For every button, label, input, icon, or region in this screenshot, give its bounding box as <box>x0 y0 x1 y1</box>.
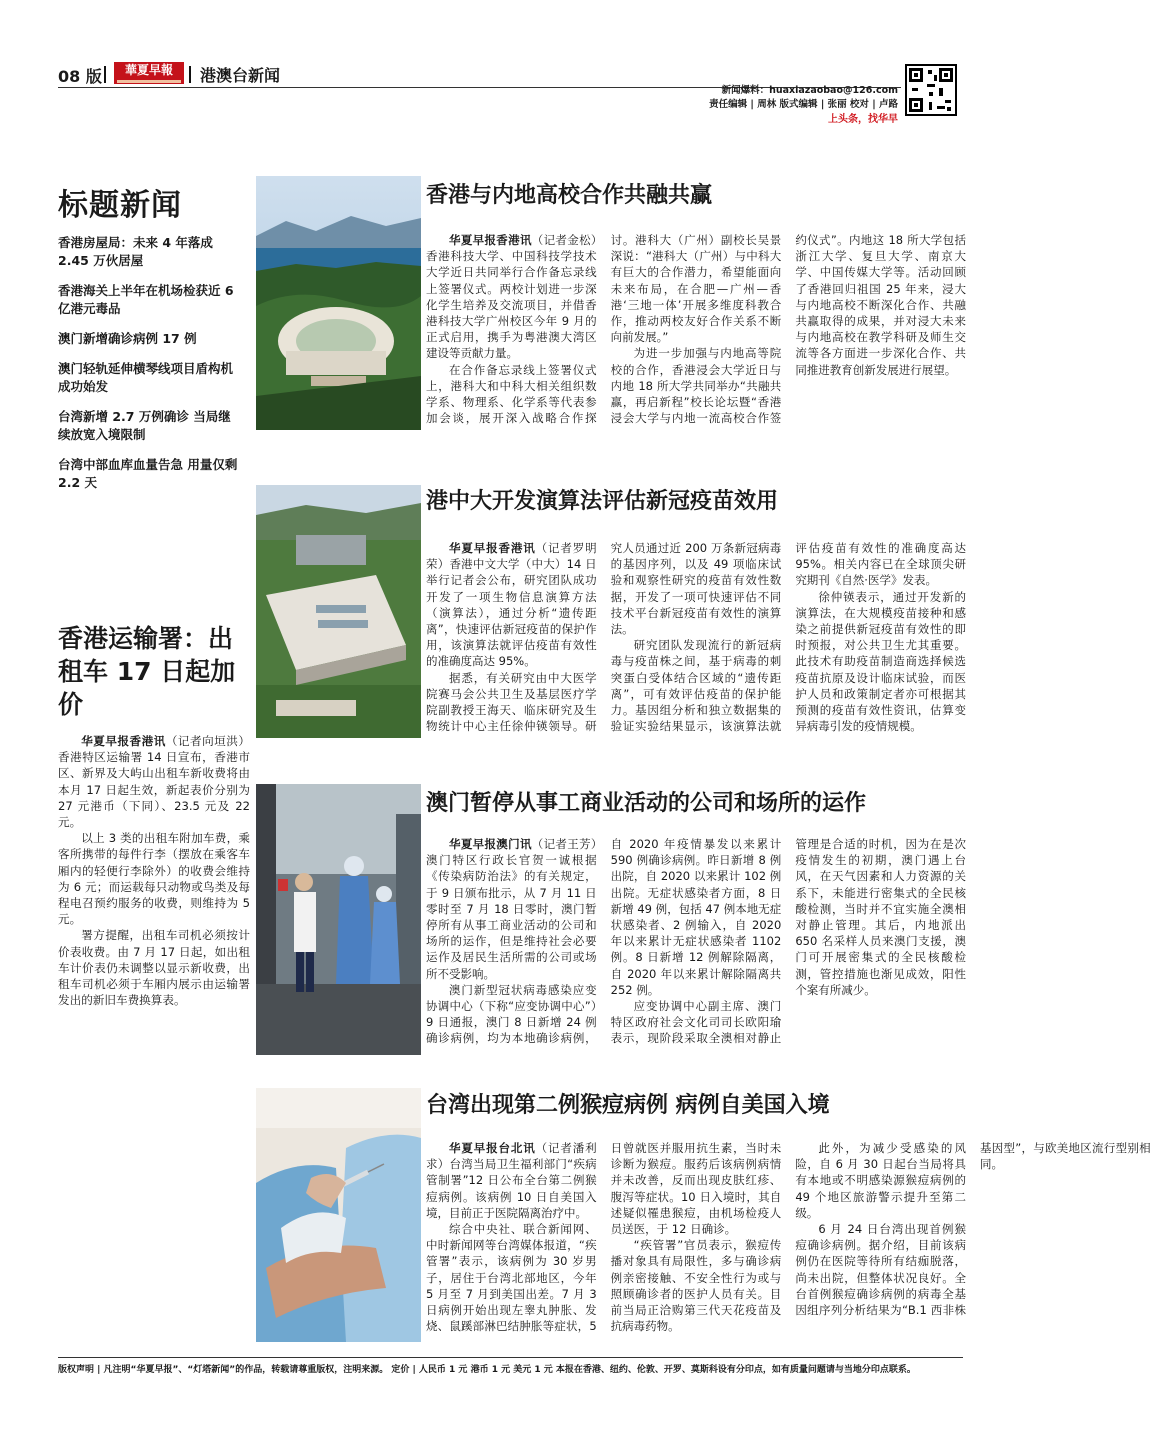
editor-credits: 责任编辑 | 周林 版式编辑 | 张丽 校对 | 卢路 <box>709 99 898 110</box>
article-body: 华夏早报台北讯（记者潘利求）台湾当局卫生福利部门“疾病管制署”12 日公布全台第二例猴痘病例。该病例 10 日自美国入境，目前正于医院隔离治疗中。 综合中央社、联合新闻网、中时新闻网等台湾媒体报道，“疾管署”表示，该病例为 30 岁男子，居住于台湾北部地区，今年 5 月至 7 月到美国出差。7 月 3 日病例开始出现左睾丸肿胀、发烧、鼠蹊部淋巴结肿胀等症状，5 日曾就医并服用抗生素，当时未诊断为猴痘。服药后该病例病情并未改善，反而出现皮肤红疹、腹泻等症状。10 日入境时，其自述疑似罹患猴痘，由机场检疫人员送医，于 12 日确诊。 “疾管署”官员表示，猴痘传播对象具有局限性，多与确诊病例亲密接触、不安全性行为或与照顾确诊者的医护人员有关。目前当局正洽购第三代天花疫苗及抗病毒药物。 此外，为减少受感染的风险，自 6 月 30 日起台当局将具有本地或不明感染源猴痘病例的 49 个地区旅游警示提升至第二级。 6 月 24 日台湾出现首例猴痘确诊病例。据介绍，目前该病例仍在医院等待所有结痂脱落，尚未出院，但整体状况良好。全台首例猴痘确诊病例的病毒全基因组序列分析结果为“B.1 西非株基因型”，与欧美地区流行型别相同。 <box>426 1141 1151 1334</box>
slogan: 上头条，找华早 <box>828 114 898 125</box>
section-title: 港澳台新闻 <box>200 66 281 85</box>
photo-hkust-campus <box>256 176 421 430</box>
article-body: 华夏早报香港讯（记者罗明荣）香港中文大学（中大）14 日举行记者会公布，研究团队成功开发了一项生物信息演算方法（演算法），通过分析“遗传距离”，快速评估新冠疫苗的保护作用，该演算法就评估疫苗有效性的准确度高达 95%。 据悉，有关研究由中大医学院赛马会公共卫生及基层医疗学院副教授王海天、临床研究及生物统计中心主任徐仲锳领导。研究人员通过近 200 万条新冠病毒的基因序列，以及 49 项临床试验和观察性研究的疫苗有效性数据，开发了一项可快速评估不同技术平台新冠疫苗有效性的演算法。 研究团队发现流行的新冠病毒与疫苗株之间，基于病毒的刺突蛋白受体结合区域的“遗传距离”，可有效评估疫苗的保护能力。基因组分析和独立数据集的验证实验结果显示，该演算法就评估疫苗有效性的准确度高达 95%。相关内容已在全球顶尖研究期刊《自然·医学》发表。 徐仲锳表示，通过开发新的演算法，在大规模疫苗接种和感染之前提供新冠疫苗有效性的即时预报，对公共卫生尤其重要。此技术有助疫苗制造商选择候选疫苗抗原及设计临床试验，而医护人员和政策制定者亦可根据其预测的疫苗有效性资讯，估算变异病毒引发的疫情规模。 <box>426 541 966 734</box>
article-title: 香港与内地高校合作共融共赢 <box>426 183 713 208</box>
divider <box>104 66 106 83</box>
taxi-story-title: 香港运输署：出租车 17 日起加价 <box>58 624 236 719</box>
article-title: 台湾出现第二例猴痘病例 病例自美国入境 <box>426 1093 830 1118</box>
footer-copyright: 版权声明 | 凡注明“华夏早报”、“灯塔新闻”的作品，转载请尊重版权，注明来源。 定价 | 人民币 1 元 港币 1 元 美元 1 元 本报在香港、纽约、伦敦、开罗、莫斯科设有分印点，如有质量问题请与当地分印点联系。 <box>58 1365 916 1375</box>
taxi-story-body: 华夏早报香港讯（记者向垣洪）香港特区运输署 14 日宣布，香港市区、新界及大屿山出租车新收费将由本月 17 日起生效，新起表价分别为 27 元港币（下同）、23.5 元及 22 元。 以上 3 类的出租车附加车费，乘客所携带的每件行李（摆放在乘客车厢内的轻便行李除外）的收费会维持为 6 元；而运载每只动物或鸟类及每程电召预约服务的收费，则维持为 5 元。 署方提醒，出租车司机必须按计价表收费。由 7 月 17 日起，如出租车计价表仍未调整以显示新收费，出租车司机必须于车厢内展示由运输署发出的新旧车费换算表。 <box>58 734 250 1008</box>
photo-vaccination <box>256 1088 421 1342</box>
headline-item[interactable]: 香港房屋局：未来 4 年落成 2.45 万伙居屋 <box>58 235 213 268</box>
headline-list <box>58 234 238 504</box>
headline-news-title: 标题新闻 <box>58 188 182 223</box>
headline-item[interactable]: 澳门轻轨延伸横琴线项目盾构机成功始发 <box>58 361 234 394</box>
footer-rule <box>58 1357 963 1358</box>
headline-item[interactable]: 澳门新增确诊病例 17 例 <box>58 331 197 346</box>
headline-item[interactable]: 台湾中部血库血量告急 用量仅剩 2.2 天 <box>58 457 238 490</box>
headline-item[interactable]: 香港海关上半年在机场检获近 6 亿港元毒品 <box>58 283 234 316</box>
photo-cuhk-campus <box>256 485 421 738</box>
headline-item[interactable]: 台湾新增 2.7 万例确诊 当局继续放宽入境限制 <box>58 409 231 442</box>
contact-email: 新闻爆料：huaxiazaobao@126.com <box>721 85 898 96</box>
photo-macau-testing <box>256 784 421 1055</box>
article-body: 华夏早报澳门讯（记者王芳）澳门特区行政长官贺一诚根据《传染病防治法》的有关规定，于 9 日颁布批示，从 7 月 11 日零时至 7 月 18 日零时，澳门暂停所有从事工商业活动的公司和场所的运作，但是维持社会必要运作及居民生活所需的公司或场所不受影响。 澳门新型冠状病毒感染应变协调中心（下称“应变协调中心”）9 日通报，澳门 8 日新增 24 例确诊病例，均为本地确诊病例，自 2020 年疫情暴发以来累计 590 例确诊病例。昨日新增 8 例出院，自 2020 以来累计 102 例出院。无症状感染者方面，8 日新增 49 例，包括 47 例本地无症状感染者、2 例输入，自 2020 年以来累计无症状感染者 1102 例。8 日新增 12 例解除隔离，自 2020 年以来累计解除隔离共 252 例。 应变协调中心副主席、澳门特区政府社会文化司司长欧阳瑜表示，现阶段采取全澳相对静止管理是合适的时机，因为在是次疫情发生的初期，澳门遇上台风，在天气因素和人力资源的关系下，未能进行密集式的全民核酸检测，当时并不宜实施全澳相对静止管理。其后，内地派出 650 名采样人员来澳门支援，澳门可开展密集式的全民核酸检测，管控措施也渐见成效，阳性个案有所减少。 <box>426 837 966 1046</box>
page-number: 08 版 <box>58 67 102 86</box>
divider <box>189 66 191 83</box>
article-title: 澳门暂停从事工商业活动的公司和场所的运作 <box>426 791 867 816</box>
newspaper-logo: 華夏早報 <box>114 62 184 84</box>
article-title: 港中大开发演算法评估新冠疫苗效用 <box>426 489 779 514</box>
qr-code-icon <box>905 64 957 116</box>
article-body: 华夏早报香港讯（记者金松）香港科技大学、中国科技学技术大学近日共同举行合作备忘录线上签署仪式。两校计划进一步深化学生培养及交流项目，并借香港科技大学广州校区今年 9 月的正式启用，携手为粤港澳大湾区建设等贡献力量。 在合作备忘录线上签署仪式上，港科大和中科大相关组织数学系、物理系、化学系等代表参加会谈，展开深入战略合作探讨。港科大（广州）副校长吴景深说：“港科大（广州）与中科大有巨大的合作潜力，希望能面向未来布局，在合肥—广州—香港‘三地一体’开展多维度科教合作，推动两校友好合作关系不断向前发展。” 为进一步加强与内地高等院校的合作，香港浸会大学近日与内地 18 所大学共同举办“共融共赢，再启新程”校长论坛暨“香港浸会大学与内地一流高校合作签约仪式”。内地这 18 所大学包括浙江大学、复旦大学、南京大学、中国传媒大学等。活动回顾了香港回归祖国 25 年来，浸大与内地高校不断深化合作、共融共赢取得的成果，并对浸大未来与内地高校在教学科研及师生交流等各方面进一步深化合作、共同推进教育创新发展进行展望。 <box>426 233 966 426</box>
